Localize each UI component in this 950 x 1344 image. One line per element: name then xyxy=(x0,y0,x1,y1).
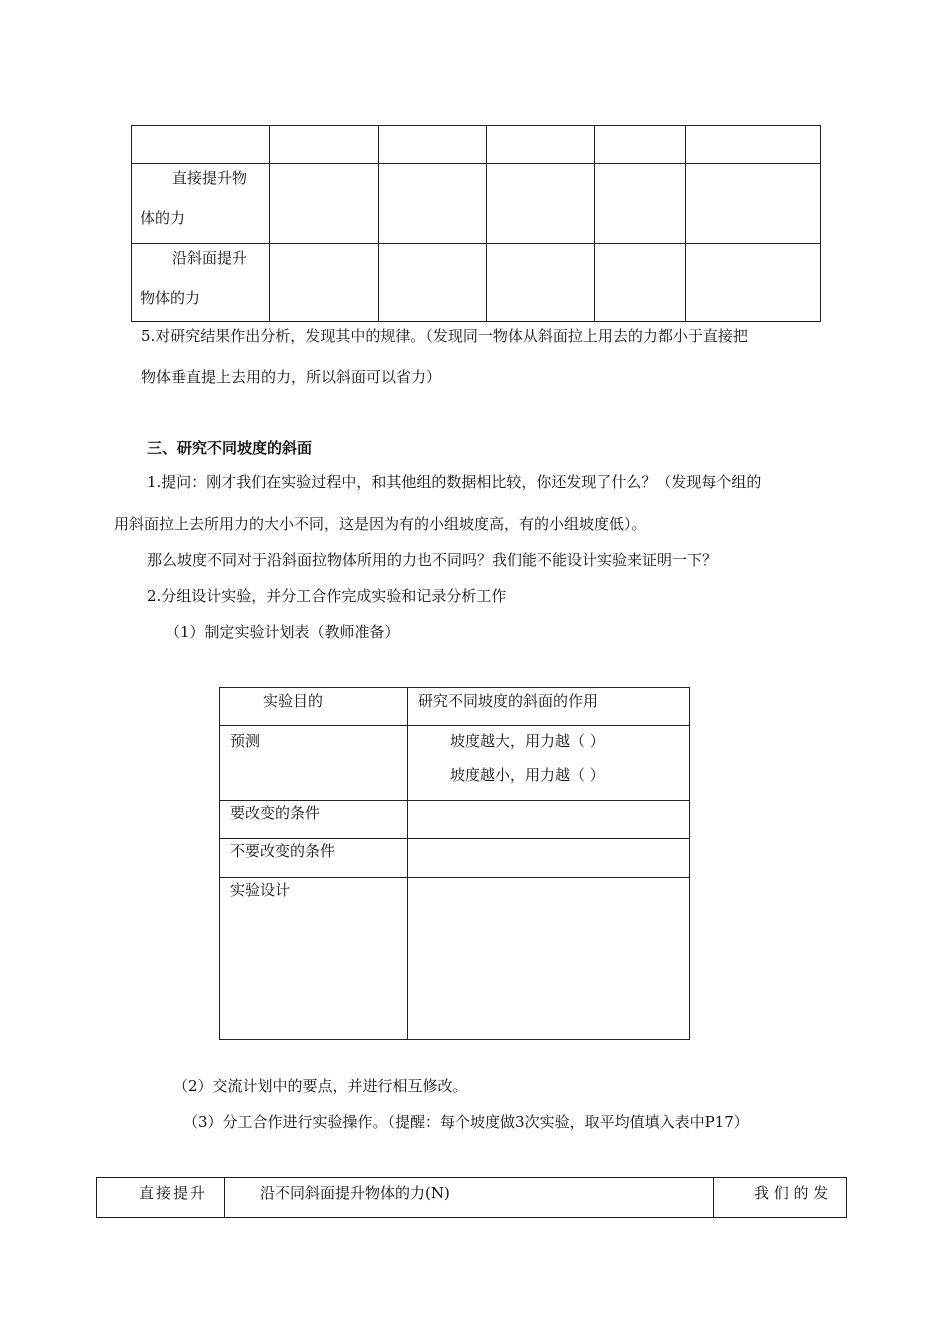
question-1-line1: 1.提问：刚才我们在实验过程中，和其他组的数据相比较，你还发现了什么？（发现每个组的 xyxy=(147,473,762,491)
row-label-direct-lift: 直接提升物 体的力 xyxy=(132,164,270,244)
step-2: 2.分组设计实验，并分工合作完成实验和记录分析工作 xyxy=(147,587,507,605)
slope-force-header: 沿不同斜面提升物体的力(N) xyxy=(260,1184,450,1202)
row-label-slope-lift: 沿斜面提升 物体的力 xyxy=(132,244,270,322)
table-row xyxy=(220,839,690,878)
predict-line-1: 坡度越大，用力越（ ） xyxy=(450,732,605,750)
item-5-line2: 物体垂直提上去用的力，所以斜面可以省力） xyxy=(141,368,442,386)
design-label: 实验设计 xyxy=(230,881,291,899)
force-comparison-table xyxy=(131,125,821,322)
change-condition-label: 要改变的条件 xyxy=(230,804,321,822)
keep-condition-label: 不要改变的条件 xyxy=(230,842,336,860)
table-row xyxy=(132,126,821,164)
item-5-line1: 5.对研究结果作出分析，发现其中的规律。（发现同一物体从斜面拉上用去的力都小于直接把 xyxy=(141,327,748,345)
purpose-label: 实验目的 xyxy=(263,692,324,710)
question-1-line3: 那么坡度不同对于沿斜面拉物体所用的力也不同吗？我们能不能设计实验来证明一下？ xyxy=(147,551,718,569)
section-heading: 三、研究不同坡度的斜面 xyxy=(147,439,313,457)
predict-line-2: 坡度越小，用力越（ ） xyxy=(450,766,605,784)
slope-force-table xyxy=(96,1177,847,1218)
step-2-2: （2）交流计划中的要点，并进行相互修改。 xyxy=(173,1077,468,1095)
step-2-3: （3）分工合作进行实验操作。（提醒：每个坡度做3次实验，取平均值填入表中P17） xyxy=(183,1113,749,1131)
question-1-line2: 用斜面拉上去所用力的大小不同，这是因为有的小组坡度高，有的小组坡度低）。 xyxy=(114,515,647,533)
table-row xyxy=(97,1178,847,1218)
findings-header: 我 们 的 发 xyxy=(754,1184,829,1202)
direct-lift-header: 直接提升 xyxy=(139,1184,208,1202)
predict-label: 预测 xyxy=(230,732,261,750)
experiment-plan-table xyxy=(219,687,690,1040)
purpose-value: 研究不同坡度的斜面的作用 xyxy=(418,692,599,710)
table-row xyxy=(220,801,690,839)
table-row xyxy=(220,688,690,726)
table-row xyxy=(132,244,821,322)
table-row xyxy=(220,726,690,801)
table-row xyxy=(220,878,690,1040)
step-2-1: （1）制定实验计划表（教师准备） xyxy=(165,623,400,641)
table-row xyxy=(132,164,821,244)
